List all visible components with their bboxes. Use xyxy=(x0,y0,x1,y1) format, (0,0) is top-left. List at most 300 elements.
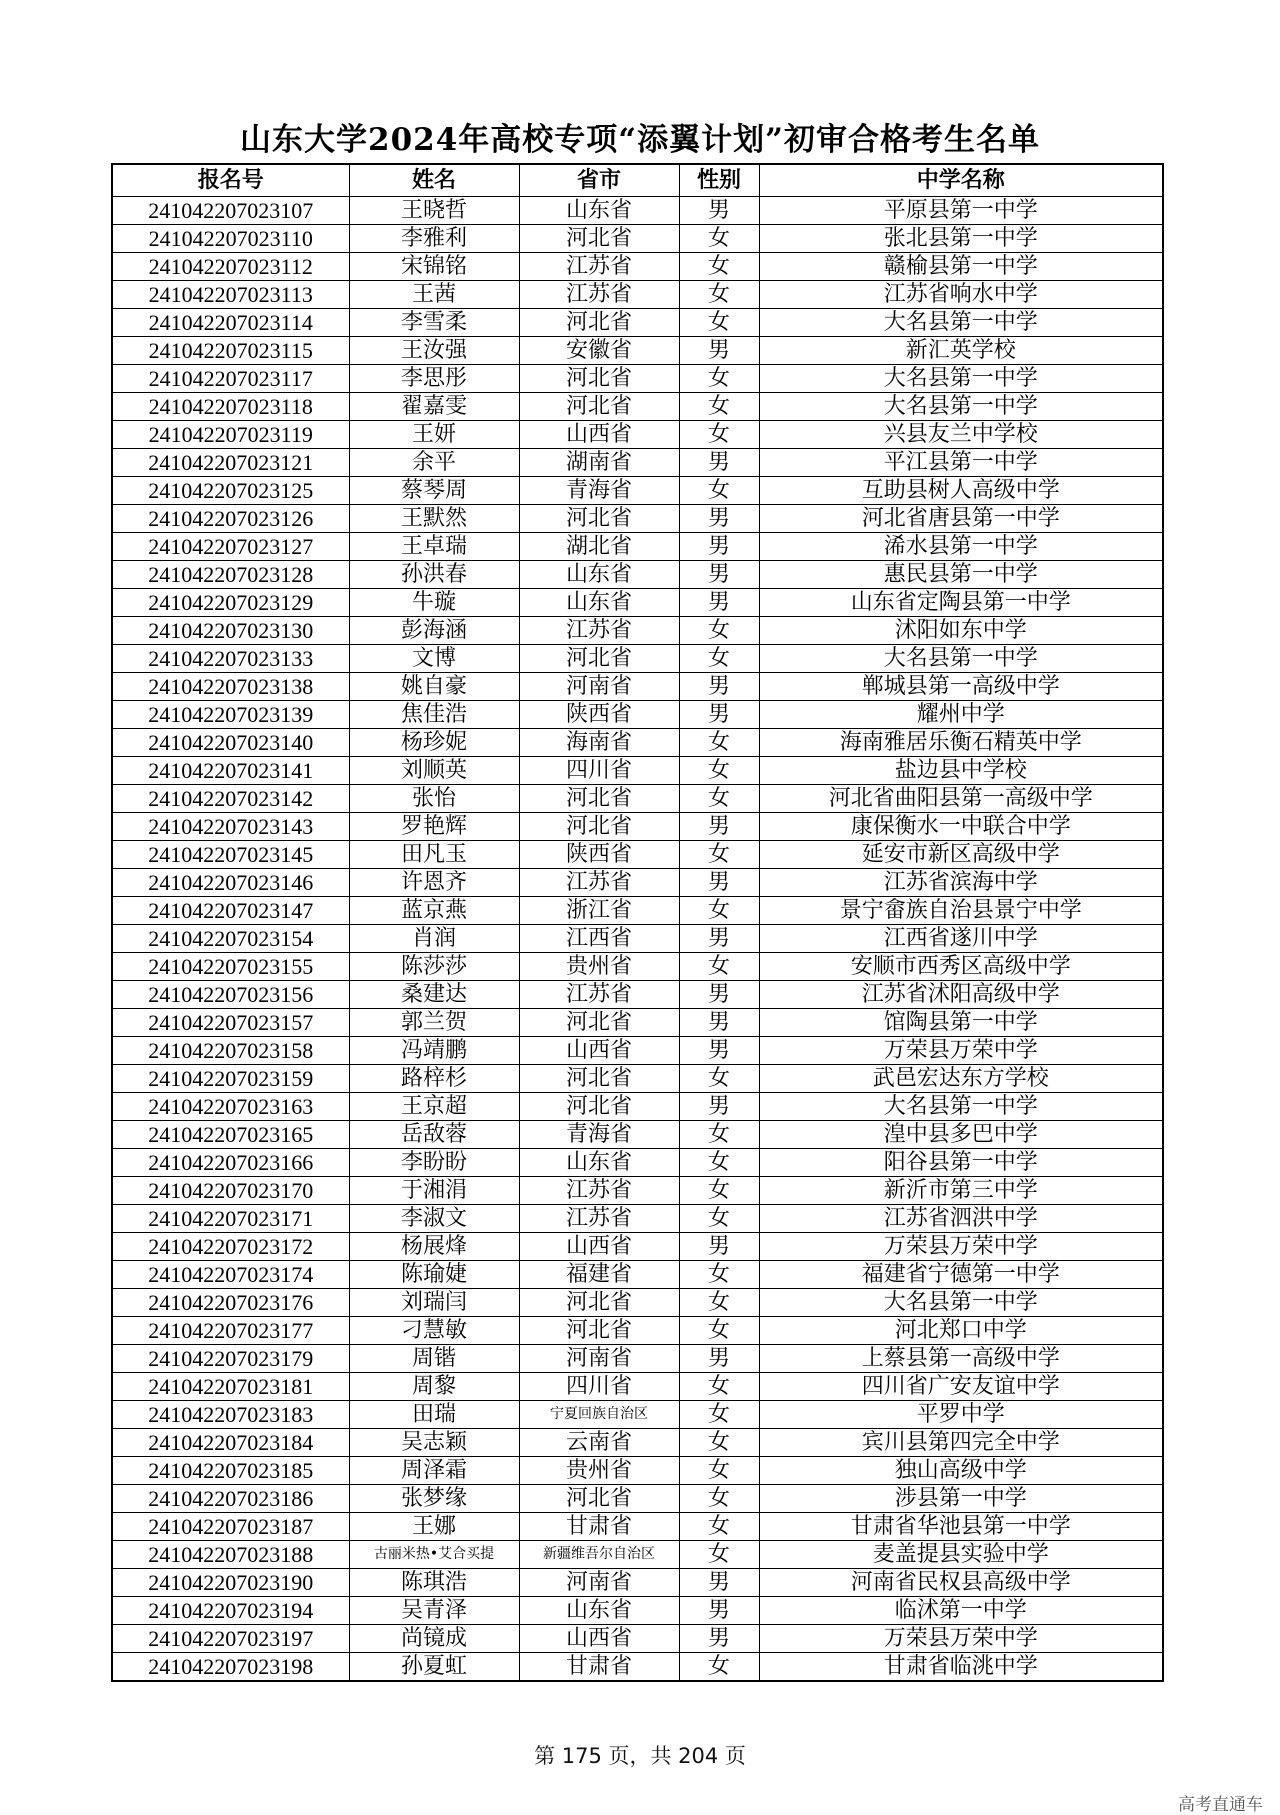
cell-province: 河北省 xyxy=(519,1009,679,1037)
cell-name: 王茜 xyxy=(349,281,519,309)
table-row xyxy=(112,1037,1163,1065)
cell-province: 江苏省 xyxy=(519,617,679,645)
cell-province: 江苏省 xyxy=(519,253,679,281)
cell-name: 桑建达 xyxy=(349,981,519,1009)
cell-province: 河南省 xyxy=(519,1569,679,1597)
cell-school: 河北郑口中学 xyxy=(759,1317,1163,1345)
cell-school: 康保衡水一中联合中学 xyxy=(759,813,1163,841)
cell-name: 王汝强 xyxy=(349,337,519,365)
cell-name: 冯靖鹏 xyxy=(349,1037,519,1065)
cell-registration-number: 241042207023187 xyxy=(112,1513,349,1541)
table-row xyxy=(112,1569,1163,1597)
cell-province: 新疆维吾尔自治区 xyxy=(519,1541,679,1569)
cell-registration-number: 241042207023117 xyxy=(112,365,349,393)
cell-school: 武邑宏达东方学校 xyxy=(759,1065,1163,1093)
cell-name: 田凡玉 xyxy=(349,841,519,869)
table-row xyxy=(112,225,1163,253)
cell-school: 浠水县第一中学 xyxy=(759,533,1163,561)
cell-school: 大名县第一中学 xyxy=(759,645,1163,673)
table-row xyxy=(112,281,1163,309)
cell-gender: 男 xyxy=(679,1093,759,1121)
cell-name: 肖润 xyxy=(349,925,519,953)
table-row xyxy=(112,365,1163,393)
cell-gender: 男 xyxy=(679,1233,759,1261)
cell-school: 馆陶县第一中学 xyxy=(759,1009,1163,1037)
table-row xyxy=(112,197,1163,225)
cell-registration-number: 241042207023177 xyxy=(112,1317,349,1345)
cell-registration-number: 241042207023165 xyxy=(112,1121,349,1149)
cell-gender: 男 xyxy=(679,673,759,701)
table-row xyxy=(112,729,1163,757)
table-row xyxy=(112,1149,1163,1177)
cell-school: 临沭第一中学 xyxy=(759,1597,1163,1625)
table-row xyxy=(112,1233,1163,1261)
cell-gender: 男 xyxy=(679,701,759,729)
cell-registration-number: 241042207023157 xyxy=(112,1009,349,1037)
cell-gender: 女 xyxy=(679,477,759,505)
cell-registration-number: 241042207023174 xyxy=(112,1261,349,1289)
cell-name: 周锴 xyxy=(349,1345,519,1373)
cell-school: 河北省曲阳县第一高级中学 xyxy=(759,785,1163,813)
cell-registration-number: 241042207023188 xyxy=(112,1541,349,1569)
cell-school: 延安市新区高级中学 xyxy=(759,841,1163,869)
table-row xyxy=(112,1177,1163,1205)
cell-gender: 女 xyxy=(679,841,759,869)
cell-school: 甘肃省临洮中学 xyxy=(759,1653,1163,1682)
cell-school: 涉县第一中学 xyxy=(759,1485,1163,1513)
cell-registration-number: 241042207023115 xyxy=(112,337,349,365)
cell-registration-number: 241042207023154 xyxy=(112,925,349,953)
cell-name: 姚自豪 xyxy=(349,673,519,701)
cell-gender: 女 xyxy=(679,1205,759,1233)
cell-school: 郸城县第一高级中学 xyxy=(759,673,1163,701)
table-row xyxy=(112,309,1163,337)
cell-school: 阳谷县第一中学 xyxy=(759,1149,1163,1177)
cell-gender: 男 xyxy=(679,925,759,953)
cell-gender: 女 xyxy=(679,1121,759,1149)
cell-name: 吴青泽 xyxy=(349,1597,519,1625)
cell-gender: 女 xyxy=(679,1485,759,1513)
cell-school: 江西省遂川中学 xyxy=(759,925,1163,953)
cell-province: 贵州省 xyxy=(519,953,679,981)
cell-name: 尚镜成 xyxy=(349,1625,519,1653)
cell-school: 麦盖提县实验中学 xyxy=(759,1541,1163,1569)
cell-gender: 女 xyxy=(679,785,759,813)
table-row xyxy=(112,869,1163,897)
cell-school: 安顺市西秀区高级中学 xyxy=(759,953,1163,981)
cell-registration-number: 241042207023186 xyxy=(112,1485,349,1513)
cell-name: 刘顺英 xyxy=(349,757,519,785)
cell-gender: 女 xyxy=(679,1289,759,1317)
cell-registration-number: 241042207023112 xyxy=(112,253,349,281)
cell-name: 文博 xyxy=(349,645,519,673)
cell-province: 山西省 xyxy=(519,421,679,449)
cell-school: 大名县第一中学 xyxy=(759,393,1163,421)
cell-province: 河北省 xyxy=(519,1065,679,1093)
cell-gender: 女 xyxy=(679,645,759,673)
cell-gender: 女 xyxy=(679,253,759,281)
cell-school: 四川省广安友谊中学 xyxy=(759,1373,1163,1401)
cell-registration-number: 241042207023147 xyxy=(112,897,349,925)
cell-name: 李雅利 xyxy=(349,225,519,253)
table-row xyxy=(112,813,1163,841)
cell-school: 互助县树人高级中学 xyxy=(759,477,1163,505)
cell-school: 新沂市第三中学 xyxy=(759,1177,1163,1205)
cell-school: 平原县第一中学 xyxy=(759,197,1163,225)
cell-registration-number: 241042207023170 xyxy=(112,1177,349,1205)
table-header-row xyxy=(112,164,1163,197)
cell-school: 大名县第一中学 xyxy=(759,1093,1163,1121)
cell-province: 青海省 xyxy=(519,477,679,505)
cell-province: 江苏省 xyxy=(519,1205,679,1233)
cell-name: 路梓杉 xyxy=(349,1065,519,1093)
cell-name: 许恩齐 xyxy=(349,869,519,897)
table-row xyxy=(112,505,1163,533)
cell-name: 孙夏虹 xyxy=(349,1653,519,1682)
cell-gender: 男 xyxy=(679,561,759,589)
cell-school: 沭阳如东中学 xyxy=(759,617,1163,645)
cell-name: 周黎 xyxy=(349,1373,519,1401)
cell-school: 惠民县第一中学 xyxy=(759,561,1163,589)
cell-name: 宋锦铭 xyxy=(349,253,519,281)
cell-school: 江苏省响水中学 xyxy=(759,281,1163,309)
table-row xyxy=(112,1625,1163,1653)
table-row xyxy=(112,477,1163,505)
cell-registration-number: 241042207023121 xyxy=(112,449,349,477)
cell-name: 岳敌蓉 xyxy=(349,1121,519,1149)
cell-name: 王妍 xyxy=(349,421,519,449)
cell-registration-number: 241042207023128 xyxy=(112,561,349,589)
cell-name: 郭兰贺 xyxy=(349,1009,519,1037)
cell-school: 江苏省沭阳高级中学 xyxy=(759,981,1163,1009)
table-row xyxy=(112,1009,1163,1037)
table-row xyxy=(112,645,1163,673)
table-row xyxy=(112,617,1163,645)
cell-province: 江苏省 xyxy=(519,869,679,897)
cell-gender: 女 xyxy=(679,729,759,757)
cell-gender: 女 xyxy=(679,1653,759,1682)
cell-name: 牛璇 xyxy=(349,589,519,617)
table-row xyxy=(112,841,1163,869)
cell-name: 刁慧敏 xyxy=(349,1317,519,1345)
cell-gender: 女 xyxy=(679,1149,759,1177)
cell-province: 山东省 xyxy=(519,1597,679,1625)
cell-registration-number: 241042207023140 xyxy=(112,729,349,757)
cell-province: 甘肃省 xyxy=(519,1653,679,1682)
table-row xyxy=(112,337,1163,365)
cell-registration-number: 241042207023142 xyxy=(112,785,349,813)
cell-gender: 女 xyxy=(679,365,759,393)
cell-school: 河北省唐县第一中学 xyxy=(759,505,1163,533)
cell-registration-number: 241042207023110 xyxy=(112,225,349,253)
candidate-table xyxy=(111,163,1164,1682)
cell-registration-number: 241042207023126 xyxy=(112,505,349,533)
cell-province: 山西省 xyxy=(519,1625,679,1653)
cell-gender: 女 xyxy=(679,1429,759,1457)
table-row xyxy=(112,785,1163,813)
table-row xyxy=(112,1485,1163,1513)
cell-gender: 男 xyxy=(679,1569,759,1597)
cell-registration-number: 241042207023139 xyxy=(112,701,349,729)
cell-name: 罗艳辉 xyxy=(349,813,519,841)
table-row xyxy=(112,1457,1163,1485)
cell-province: 青海省 xyxy=(519,1121,679,1149)
cell-province: 山东省 xyxy=(519,561,679,589)
cell-gender: 女 xyxy=(679,1261,759,1289)
cell-name: 焦佳浩 xyxy=(349,701,519,729)
cell-school: 甘肃省华池县第一中学 xyxy=(759,1513,1163,1541)
cell-registration-number: 241042207023114 xyxy=(112,309,349,337)
cell-school: 宾川县第四完全中学 xyxy=(759,1429,1163,1457)
cell-registration-number: 241042207023190 xyxy=(112,1569,349,1597)
cell-name: 吴志颖 xyxy=(349,1429,519,1457)
cell-registration-number: 241042207023183 xyxy=(112,1401,349,1429)
cell-school: 新汇英学校 xyxy=(759,337,1163,365)
cell-registration-number: 241042207023155 xyxy=(112,953,349,981)
cell-registration-number: 241042207023107 xyxy=(112,197,349,225)
cell-school: 河南省民权县高级中学 xyxy=(759,1569,1163,1597)
cell-registration-number: 241042207023118 xyxy=(112,393,349,421)
cell-gender: 女 xyxy=(679,757,759,785)
table-row xyxy=(112,1065,1163,1093)
cell-province: 河北省 xyxy=(519,365,679,393)
cell-registration-number: 241042207023166 xyxy=(112,1149,349,1177)
table-row xyxy=(112,1345,1163,1373)
header-school: 中学名称 xyxy=(759,164,1163,197)
table-row xyxy=(112,1289,1163,1317)
cell-registration-number: 241042207023119 xyxy=(112,421,349,449)
table-row xyxy=(112,253,1163,281)
cell-gender: 女 xyxy=(679,1373,759,1401)
cell-school: 江苏省滨海中学 xyxy=(759,869,1163,897)
cell-gender: 男 xyxy=(679,1037,759,1065)
cell-registration-number: 241042207023141 xyxy=(112,757,349,785)
cell-registration-number: 241042207023171 xyxy=(112,1205,349,1233)
cell-name: 余平 xyxy=(349,449,519,477)
cell-school: 万荣县万荣中学 xyxy=(759,1233,1163,1261)
cell-name: 杨展烽 xyxy=(349,1233,519,1261)
cell-province: 山西省 xyxy=(519,1233,679,1261)
cell-gender: 男 xyxy=(679,1625,759,1653)
cell-school: 大名县第一中学 xyxy=(759,365,1163,393)
cell-gender: 女 xyxy=(679,393,759,421)
cell-school: 景宁畲族自治县景宁中学 xyxy=(759,897,1163,925)
cell-school: 平江县第一中学 xyxy=(759,449,1163,477)
cell-registration-number: 241042207023181 xyxy=(112,1373,349,1401)
table-row xyxy=(112,1513,1163,1541)
table-row xyxy=(112,421,1163,449)
cell-registration-number: 241042207023143 xyxy=(112,813,349,841)
cell-province: 山东省 xyxy=(519,1149,679,1177)
cell-name: 孙洪春 xyxy=(349,561,519,589)
cell-province: 河北省 xyxy=(519,225,679,253)
table-row xyxy=(112,925,1163,953)
cell-name: 李淑文 xyxy=(349,1205,519,1233)
cell-name: 周泽霜 xyxy=(349,1457,519,1485)
cell-name: 王娜 xyxy=(349,1513,519,1541)
table-row xyxy=(112,589,1163,617)
cell-name: 王卓瑞 xyxy=(349,533,519,561)
table-row xyxy=(112,757,1163,785)
cell-registration-number: 241042207023172 xyxy=(112,1233,349,1261)
cell-gender: 男 xyxy=(679,505,759,533)
cell-name: 田瑞 xyxy=(349,1401,519,1429)
table-row xyxy=(112,1205,1163,1233)
cell-school: 山东省定陶县第一中学 xyxy=(759,589,1163,617)
cell-province: 湖北省 xyxy=(519,533,679,561)
cell-province: 宁夏回族自治区 xyxy=(519,1401,679,1429)
table-row xyxy=(112,449,1163,477)
cell-school: 盐边县中学校 xyxy=(759,757,1163,785)
cell-name: 翟嘉雯 xyxy=(349,393,519,421)
watermark-text: 高考直通车 xyxy=(1178,1795,1263,1815)
cell-province: 湖南省 xyxy=(519,449,679,477)
cell-registration-number: 241042207023197 xyxy=(112,1625,349,1653)
cell-registration-number: 241042207023179 xyxy=(112,1345,349,1373)
cell-registration-number: 241042207023185 xyxy=(112,1457,349,1485)
cell-gender: 男 xyxy=(679,533,759,561)
cell-province: 河北省 xyxy=(519,1093,679,1121)
cell-gender: 女 xyxy=(679,953,759,981)
cell-name: 彭海涵 xyxy=(349,617,519,645)
cell-gender: 女 xyxy=(679,1541,759,1569)
cell-registration-number: 241042207023129 xyxy=(112,589,349,617)
cell-province: 陕西省 xyxy=(519,701,679,729)
cell-gender: 男 xyxy=(679,813,759,841)
document-title: 山东大学2024年高校专项“添翼计划”初审合格考生名单 xyxy=(240,122,1040,158)
cell-province: 河北省 xyxy=(519,813,679,841)
cell-province: 山东省 xyxy=(519,197,679,225)
cell-school: 平罗中学 xyxy=(759,1401,1163,1429)
cell-gender: 女 xyxy=(679,309,759,337)
table-row xyxy=(112,1317,1163,1345)
cell-name: 刘瑞闫 xyxy=(349,1289,519,1317)
cell-registration-number: 241042207023159 xyxy=(112,1065,349,1093)
cell-school: 海南雅居乐衡石精英中学 xyxy=(759,729,1163,757)
cell-province: 江西省 xyxy=(519,925,679,953)
cell-registration-number: 241042207023163 xyxy=(112,1093,349,1121)
cell-province: 江苏省 xyxy=(519,1177,679,1205)
cell-gender: 男 xyxy=(679,1009,759,1037)
table-row xyxy=(112,1597,1163,1625)
cell-gender: 女 xyxy=(679,617,759,645)
cell-name: 王晓哲 xyxy=(349,197,519,225)
cell-registration-number: 241042207023125 xyxy=(112,477,349,505)
cell-gender: 女 xyxy=(679,225,759,253)
cell-province: 河北省 xyxy=(519,1317,679,1345)
cell-province: 山西省 xyxy=(519,1037,679,1065)
cell-province: 河北省 xyxy=(519,505,679,533)
cell-province: 河北省 xyxy=(519,1289,679,1317)
cell-province: 云南省 xyxy=(519,1429,679,1457)
cell-school: 独山高级中学 xyxy=(759,1457,1163,1485)
cell-registration-number: 241042207023158 xyxy=(112,1037,349,1065)
cell-name: 蔡琴周 xyxy=(349,477,519,505)
cell-registration-number: 241042207023127 xyxy=(112,533,349,561)
cell-school: 福建省宁德第一中学 xyxy=(759,1261,1163,1289)
table-row xyxy=(112,1121,1163,1149)
cell-province: 贵州省 xyxy=(519,1457,679,1485)
cell-gender: 女 xyxy=(679,1065,759,1093)
cell-province: 江苏省 xyxy=(519,981,679,1009)
cell-school: 万荣县万荣中学 xyxy=(759,1037,1163,1065)
cell-gender: 女 xyxy=(679,1317,759,1345)
cell-name: 张怡 xyxy=(349,785,519,813)
header-gender: 性别 xyxy=(679,164,759,197)
table-row xyxy=(112,393,1163,421)
cell-school: 耀州中学 xyxy=(759,701,1163,729)
table-row xyxy=(112,1373,1163,1401)
cell-registration-number: 241042207023138 xyxy=(112,673,349,701)
page-number-footer: 第 175 页，共 204 页 xyxy=(534,1744,746,1768)
table-row xyxy=(112,673,1163,701)
cell-registration-number: 241042207023194 xyxy=(112,1597,349,1625)
cell-province: 河北省 xyxy=(519,785,679,813)
cell-name: 蓝京燕 xyxy=(349,897,519,925)
header-name: 姓名 xyxy=(349,164,519,197)
cell-school: 赣榆县第一中学 xyxy=(759,253,1163,281)
cell-name: 李盼盼 xyxy=(349,1149,519,1177)
header-registration-number: 报名号 xyxy=(112,164,349,197)
cell-name: 陈莎莎 xyxy=(349,953,519,981)
table-row xyxy=(112,1261,1163,1289)
cell-province: 福建省 xyxy=(519,1261,679,1289)
cell-school: 上蔡县第一高级中学 xyxy=(759,1345,1163,1373)
cell-province: 海南省 xyxy=(519,729,679,757)
cell-province: 四川省 xyxy=(519,1373,679,1401)
cell-registration-number: 241042207023156 xyxy=(112,981,349,1009)
cell-registration-number: 241042207023113 xyxy=(112,281,349,309)
cell-school: 万荣县万荣中学 xyxy=(759,1625,1163,1653)
table-row xyxy=(112,1093,1163,1121)
cell-gender: 男 xyxy=(679,589,759,617)
cell-registration-number: 241042207023198 xyxy=(112,1653,349,1682)
cell-gender: 女 xyxy=(679,897,759,925)
cell-school: 大名县第一中学 xyxy=(759,1289,1163,1317)
cell-province: 甘肃省 xyxy=(519,1513,679,1541)
cell-name: 李思彤 xyxy=(349,365,519,393)
table-row xyxy=(112,1429,1163,1457)
cell-province: 安徽省 xyxy=(519,337,679,365)
cell-gender: 男 xyxy=(679,197,759,225)
cell-name: 陈瑜婕 xyxy=(349,1261,519,1289)
cell-name: 张梦缘 xyxy=(349,1485,519,1513)
cell-gender: 女 xyxy=(679,1513,759,1541)
table-row xyxy=(112,561,1163,589)
cell-gender: 男 xyxy=(679,449,759,477)
cell-province: 浙江省 xyxy=(519,897,679,925)
cell-school: 张北县第一中学 xyxy=(759,225,1163,253)
table-row xyxy=(112,1541,1163,1569)
cell-province: 四川省 xyxy=(519,757,679,785)
cell-gender: 女 xyxy=(679,1177,759,1205)
cell-gender: 女 xyxy=(679,1401,759,1429)
cell-province: 河北省 xyxy=(519,1485,679,1513)
cell-province: 河南省 xyxy=(519,673,679,701)
cell-province: 陕西省 xyxy=(519,841,679,869)
cell-gender: 男 xyxy=(679,981,759,1009)
cell-name: 陈琪浩 xyxy=(349,1569,519,1597)
header-province: 省市 xyxy=(519,164,679,197)
table-body xyxy=(112,197,1163,1682)
cell-province: 江苏省 xyxy=(519,281,679,309)
cell-gender: 男 xyxy=(679,1345,759,1373)
cell-registration-number: 241042207023184 xyxy=(112,1429,349,1457)
cell-name: 王默然 xyxy=(349,505,519,533)
cell-school: 大名县第一中学 xyxy=(759,309,1163,337)
cell-gender: 男 xyxy=(679,1597,759,1625)
cell-province: 河北省 xyxy=(519,393,679,421)
